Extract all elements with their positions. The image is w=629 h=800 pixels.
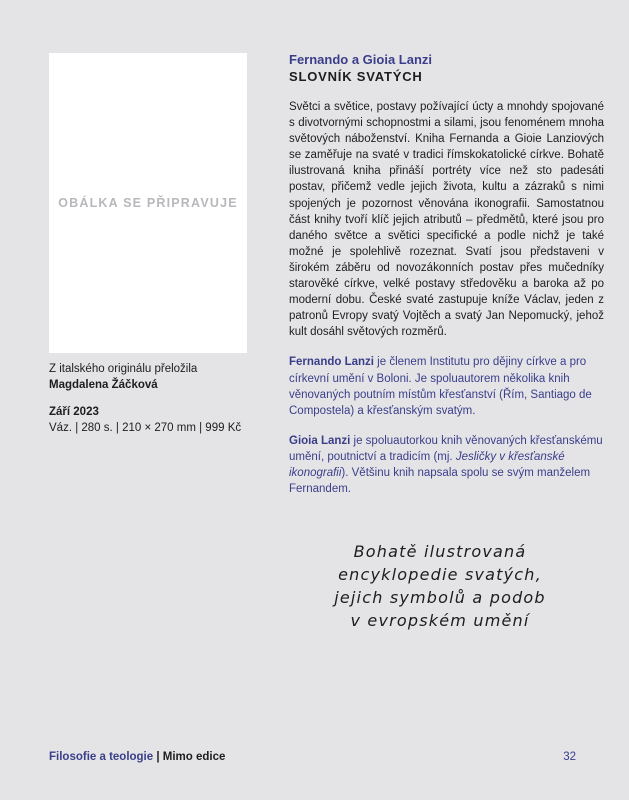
publication-date: Září 2023 xyxy=(49,406,99,418)
book-cover-placeholder xyxy=(49,53,247,353)
bio-name-fernando: Fernando Lanzi xyxy=(289,356,374,369)
translator-label: Z italského originálu přeložila xyxy=(49,363,198,375)
author-bio-gioia xyxy=(289,433,604,497)
book-title: SLOVNÍK SVATÝCH xyxy=(289,69,423,84)
translator-info xyxy=(49,361,259,393)
footer-series: Mimo edice xyxy=(162,751,226,763)
quote-line: v evropském umění xyxy=(350,611,530,630)
cover-placeholder-text: OBÁLKA SE PŘIPRAVUJE xyxy=(58,196,238,210)
quote-line: Bohatě ilustrovaná xyxy=(353,542,527,561)
quote-line: encyklopedie svatých, xyxy=(338,565,542,584)
page-number: 32 xyxy=(563,751,576,763)
bio-book-title-gioia: Jesličky v křesťanské ikonografii xyxy=(289,450,565,479)
author-bio-fernando xyxy=(289,354,604,418)
book-authors: Fernando a Gioia Lanzi xyxy=(289,52,433,67)
publication-details: Váz. | 280 s. | 210 × 270 mm | 999 Kč xyxy=(49,422,242,434)
promo-quote xyxy=(295,540,585,632)
bio-text-gioia-1: je spoluautorkou knih věnovaných křesťanskému umění, poutnictví a tradicím (mj. xyxy=(289,434,603,463)
book-text-column xyxy=(289,52,604,511)
publication-info xyxy=(49,404,269,436)
footer-separator: | xyxy=(153,751,163,763)
book-description: Světci a světice, postavy požívající úcty a mnohdy spojované s divotvornými schopnostmi a silami, jsou fenoménem mnoha světových náboženství. Kniha Fernanda a Gioie Lanziových se zaměřuje na svaté v tradici římskokatolické církve. Bohatě ilustrovaná kniha přináší portréty více než sto padesáti postav, přičemž vedle jejich života, kultu a zázraků s nimi spojených je pozornost věnována ikonografii. Samostatnou část knihy tvoří klíč jejich atributů – předmětů, které jsou pro daného světce a světici specifické a podle nichž je také možné je spolehlivě rozeznat. Svatí jsou představeni v širokém záběru od novozákonních postav přes mučedníky starověké církve, velké postavy středověku a baroka až po moderní dobu. České svaté zastupuje kníže Václav, jeden z patronů Evropy svatý Vojtěch a svatý Jan Nepomucký, jehož kult dosáhl světových rozměrů. xyxy=(289,101,604,339)
quote-line: jejich symbolů a podob xyxy=(334,588,546,607)
footer-category: Filosofie a teologie xyxy=(49,751,154,763)
page-footer xyxy=(49,749,225,765)
translator-name: Magdalena Žáčková xyxy=(49,379,158,391)
bio-text-fernando: je členem Institutu pro dějiny církve a pro církevní umění v Boloni. Je spoluautorem několika knih věnovaných poutním místům křesťanství (Řím, Santiago de Compostela) a křesťanským svatým. xyxy=(289,356,592,417)
bio-text-gioia-2: ). Většinu knih napsala spolu se svým manželem Fernandem. xyxy=(289,466,591,496)
bio-name-gioia: Gioia Lanzi xyxy=(289,434,351,447)
